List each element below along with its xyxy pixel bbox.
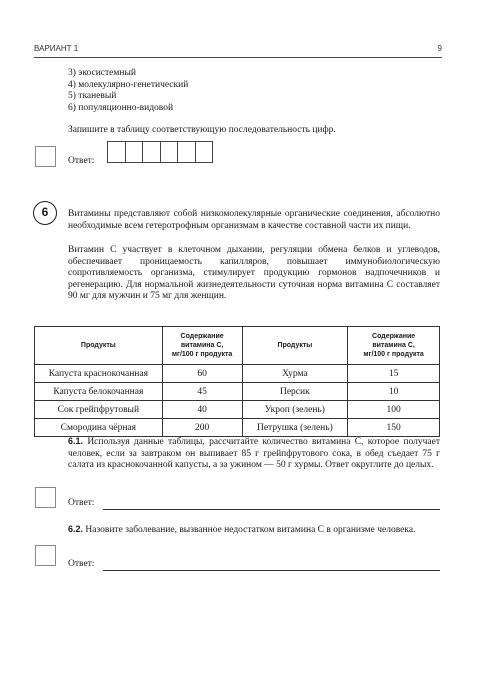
subtask-6-1	[68, 436, 440, 472]
product-cell: Петрушка (зелень)	[242, 419, 348, 437]
answer-cell[interactable]	[160, 141, 179, 163]
answer-cell[interactable]	[107, 141, 126, 163]
value-cell: 200	[162, 419, 242, 437]
answer-label: Ответ:	[68, 498, 95, 508]
score-box[interactable]	[35, 545, 56, 566]
answer-label: Ответ:	[68, 156, 95, 166]
page-header	[34, 44, 442, 56]
value-cell: 100	[348, 401, 440, 419]
value-cell: 10	[348, 383, 440, 401]
variant-label: ВАРИАНТ 1	[34, 44, 79, 53]
page-number: 9	[437, 44, 442, 53]
subtask-number: 6.1.	[68, 436, 84, 446]
subtask-text: Используя данные таблицы, рассчитайте количество витамина С, которое получает человек, если за завтраком он выпивает 85 г грейпфрутового сока, в обед съедает 75 г салата из краснокочанной капусты, а за ужином — 50 г хурмы. Ответ округлите до целых.	[68, 437, 440, 470]
task-intro-paragraph: Витамины представляют собой низкомолекулярные органические соединения, абсолютно необходимые всем гетеротрофным организмам в качестве составной части их пищи.	[68, 209, 440, 231]
option-item: 5) тканевый	[68, 91, 117, 101]
value-cell: 15	[348, 365, 440, 383]
value-cell: 150	[348, 419, 440, 437]
subtask-text: Назовите заболевание, вызванное недостатком витамина С в организме человека.	[85, 525, 416, 535]
score-box[interactable]	[35, 487, 56, 508]
subtask-6-2	[68, 524, 440, 537]
answer-cell[interactable]	[142, 141, 161, 163]
product-cell: Капуста краснокочанная	[35, 365, 163, 383]
task-number-badge: 6	[33, 201, 57, 225]
score-box[interactable]	[35, 146, 56, 167]
product-cell: Смородина чёрная	[35, 419, 163, 437]
option-item: 3) экосистемный	[68, 68, 136, 78]
vitamin-table	[34, 326, 440, 437]
answer-cell[interactable]	[125, 141, 144, 163]
option-item: 6) популяционно-видовой	[68, 102, 174, 113]
instruction-text: Запишите в таблицу соответствующую последовательность цифр.	[68, 125, 336, 135]
table-row	[35, 383, 440, 401]
answer-line[interactable]	[103, 509, 440, 510]
product-cell: Укроп (зелень)	[242, 401, 348, 419]
task-body-paragraph: Витамин С участвует в клеточном дыхании, регуляции обмена белков и углеводов, обеспечивает проницаемость капилляров, повышает иммунобиологическую сопротивляемость организма, стимулирует продукцию гормонов надпочечников и регенерацию. Для нормальной жизнедеятельности суточная норма витамина С составляет 90 мг для мужчин и 75 мг для женщин.	[68, 245, 440, 301]
column-header: Продукты	[242, 327, 348, 365]
value-cell: 60	[162, 365, 242, 383]
header-divider	[34, 57, 442, 58]
table-row	[35, 365, 440, 383]
answer-label: Ответ:	[68, 559, 95, 569]
answer-cells[interactable]	[108, 141, 213, 163]
table-row	[35, 401, 440, 419]
value-cell: 45	[162, 383, 242, 401]
product-cell: Персик	[242, 383, 348, 401]
column-header: Содержание витамина С, мг/100 г продукта	[162, 327, 242, 365]
option-item: 4) молекулярно-генетический	[68, 79, 189, 90]
product-cell: Сок грейпфрутовый	[35, 401, 163, 419]
column-header: Продукты	[35, 327, 163, 365]
value-cell: 40	[162, 401, 242, 419]
answer-line[interactable]	[103, 570, 440, 571]
answer-cell[interactable]	[177, 141, 196, 163]
subtask-number: 6.2.	[68, 524, 84, 534]
table-row	[35, 419, 440, 437]
product-cell: Хурма	[242, 365, 348, 383]
table-header-row	[35, 327, 440, 365]
column-header: Содержание витамина С, мг/100 г продукта	[348, 327, 440, 365]
product-cell: Капуста белокочанная	[35, 383, 163, 401]
answer-cell[interactable]	[195, 141, 214, 163]
options-list	[68, 68, 188, 114]
